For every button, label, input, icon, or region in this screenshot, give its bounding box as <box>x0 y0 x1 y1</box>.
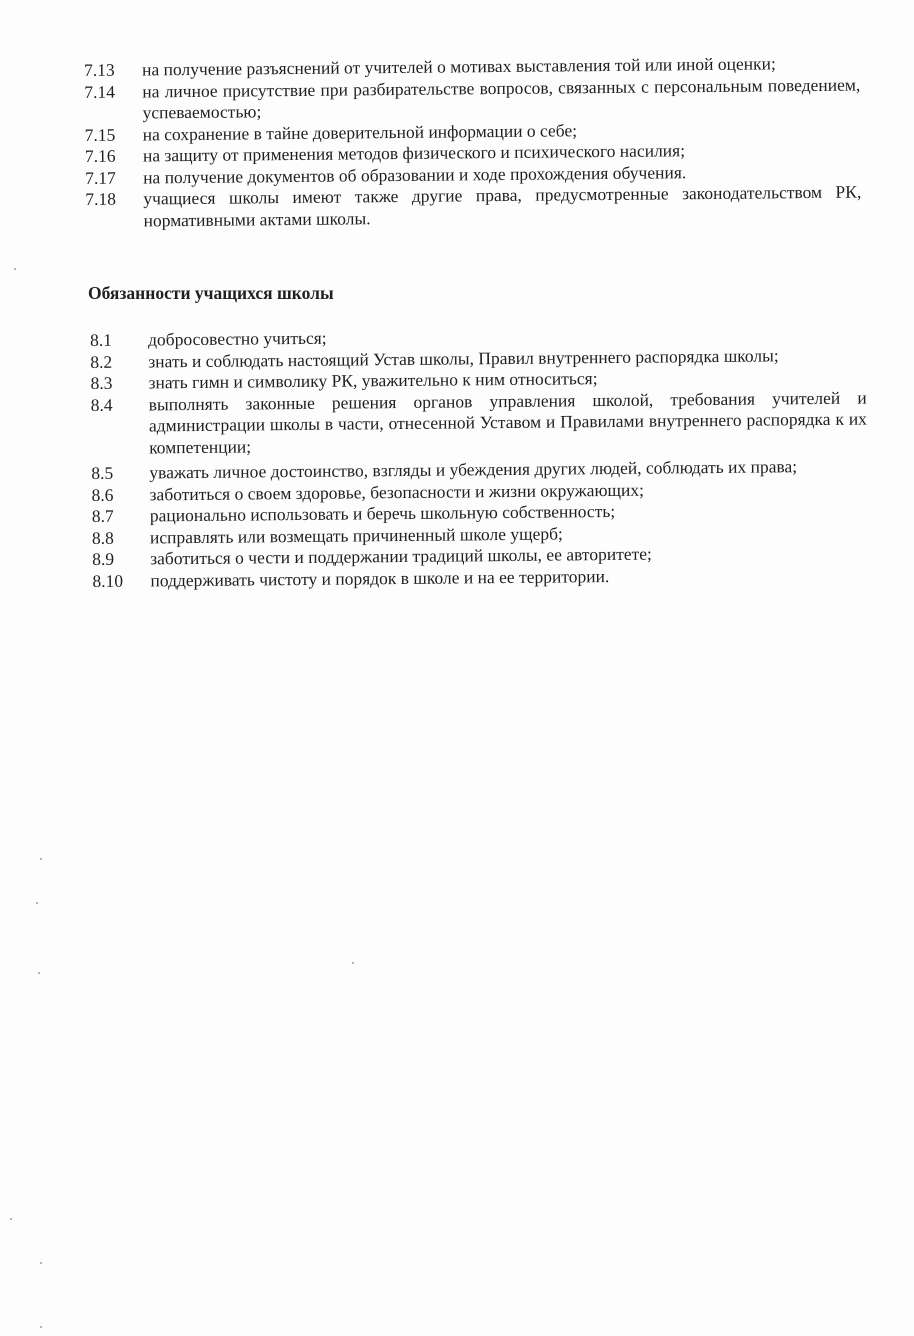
item-text: на получение разъяснений от учителей о мотивах выставления той или иной оценки; <box>141 53 776 80</box>
item-number: 8.7 <box>91 505 114 526</box>
item-number: 7.18 <box>85 188 117 209</box>
item-text: на получение документов об образовании и ходе прохождения обучения. <box>143 161 687 187</box>
item-text: добросовестно учиться; <box>147 327 327 350</box>
item-number: 8.3 <box>90 372 113 393</box>
section-heading: Обязанности учащихся школы <box>88 283 334 303</box>
student-duties-list <box>90 323 868 592</box>
item-number: 8.4 <box>90 394 113 415</box>
scan-speck <box>40 858 42 860</box>
item-number: 8.10 <box>92 570 124 591</box>
item-text: на личное присутствие при разбирательстве вопросов, связанных с персональным поведением, успеваемостью; <box>142 74 861 123</box>
item-text: на защиту от применения методов физического и психического насилия; <box>142 140 686 166</box>
item-number: 7.14 <box>84 81 116 102</box>
scan-speck <box>40 1326 42 1328</box>
item-text: знать гимн и символику РК, уважительно к ним относиться; <box>148 368 598 393</box>
item-number: 7.13 <box>84 59 115 80</box>
scan-speck <box>38 972 40 974</box>
scan-speck <box>352 962 354 964</box>
item-text: поддерживать чистоту и порядок в школе и на ее территории. <box>150 565 610 590</box>
item-text: знать и соблюдать настоящий Устав школы, Правил внутреннего распорядка школы; <box>148 344 779 371</box>
item-number: 8.6 <box>91 484 114 505</box>
list-item <box>84 74 860 124</box>
item-text: уважать личное достоинство, взгляды и убеждения других людей, соблюдать их права; <box>149 456 798 483</box>
scan-speck <box>40 1262 42 1264</box>
item-number: 7.16 <box>84 145 116 166</box>
item-text: заботиться о чести и поддержании традиций школы, ее авторитете; <box>150 543 652 569</box>
item-number: 8.8 <box>91 527 114 548</box>
item-text: исправлять или возмещать причиненный школе ущерб; <box>149 522 563 547</box>
list-item <box>85 182 861 232</box>
scan-speck <box>14 268 16 270</box>
item-text: выполнять законные решения органов управления школой, требования учителей и администрации школы в части, отнесенной Уставом и Правилами внутреннего распорядка к их компетенции; <box>148 387 867 457</box>
item-text: учащиеся школы имеют также другие права, предусмотренные законодательством РК, нормативными актами школы. <box>143 181 862 230</box>
item-text: на сохранение в тайне доверительной информации о себе; <box>142 119 578 144</box>
scan-speck <box>10 1218 12 1220</box>
item-number: 8.2 <box>90 351 113 372</box>
scan-speck <box>36 902 38 904</box>
item-number: 8.5 <box>91 462 114 483</box>
item-number: 8.9 <box>92 548 115 569</box>
item-number: 7.17 <box>85 167 116 188</box>
item-text: заботиться о своем здоровье, безопасности и жизни окружающих; <box>149 479 645 504</box>
item-text: рационально использовать и беречь школьную собственность; <box>149 500 616 526</box>
list-item <box>91 387 868 459</box>
item-number: 7.15 <box>84 124 116 145</box>
item-number: 8.1 <box>90 329 113 350</box>
student-rights-list <box>84 53 862 232</box>
